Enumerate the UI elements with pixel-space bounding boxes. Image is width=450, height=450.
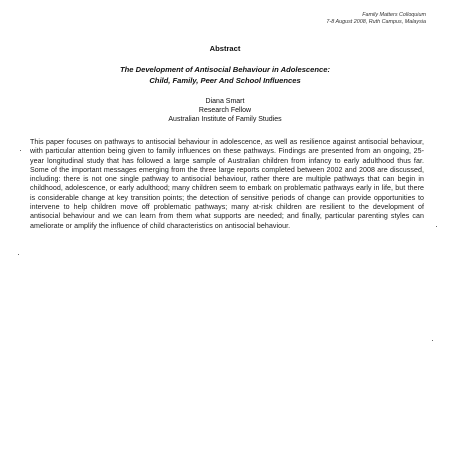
scan-speck xyxy=(20,150,21,151)
conference-name: Family Matters Colloquium xyxy=(362,12,426,18)
conference-date-location: 7-8 August 2008, Ruth Campus, Malaysia xyxy=(326,19,426,25)
author-block xyxy=(40,97,410,124)
scan-speck xyxy=(436,226,437,227)
author-affiliation: Australian Institute of Family Studies xyxy=(168,116,282,123)
paper-title xyxy=(40,64,410,86)
paper-title-line-2: Child, Family, Peer And School Influences xyxy=(149,76,301,85)
scan-speck xyxy=(18,254,19,255)
author-name: Diana Smart xyxy=(205,98,245,105)
paper-title-line-1: The Development of Antisocial Behaviour in Adolescence: xyxy=(120,65,330,74)
abstract-heading: Abstract xyxy=(209,44,241,53)
conference-header xyxy=(326,12,426,26)
author-role: Research Fellow xyxy=(198,107,252,114)
abstract-body: This paper focuses on pathways to antisocial behaviour in adolescence, as well as resilience against antisocial behaviour, with particular attention being given to family influences on these pathways. Findings are presented from an ongoing, 25-year longitudinal study that has followed a large sample of Australian children from infancy to early adulthood thus far. Some of the important messages emerging from the three large reports completed between 2002 and 2008 are discussed, including: there is not one single pathway to antisocial behaviour, rather there are multiple pathways that can begin in childhood, adolescence, or early adulthood; many children seem to embark on problematic pathways early in life, but there is considerable change at key transition points; the detection of sensitive periods of change can provide opportunities to intervene to help children move off problematic pathways; many at-risk children are resilient to the development of antisocial behaviour and we can learn from them what supports are needed; and finally, particular parenting styles can ameliorate or amplify the influence of child characteristics on antisocial behaviour. xyxy=(30,138,424,230)
scan-speck xyxy=(432,340,433,341)
